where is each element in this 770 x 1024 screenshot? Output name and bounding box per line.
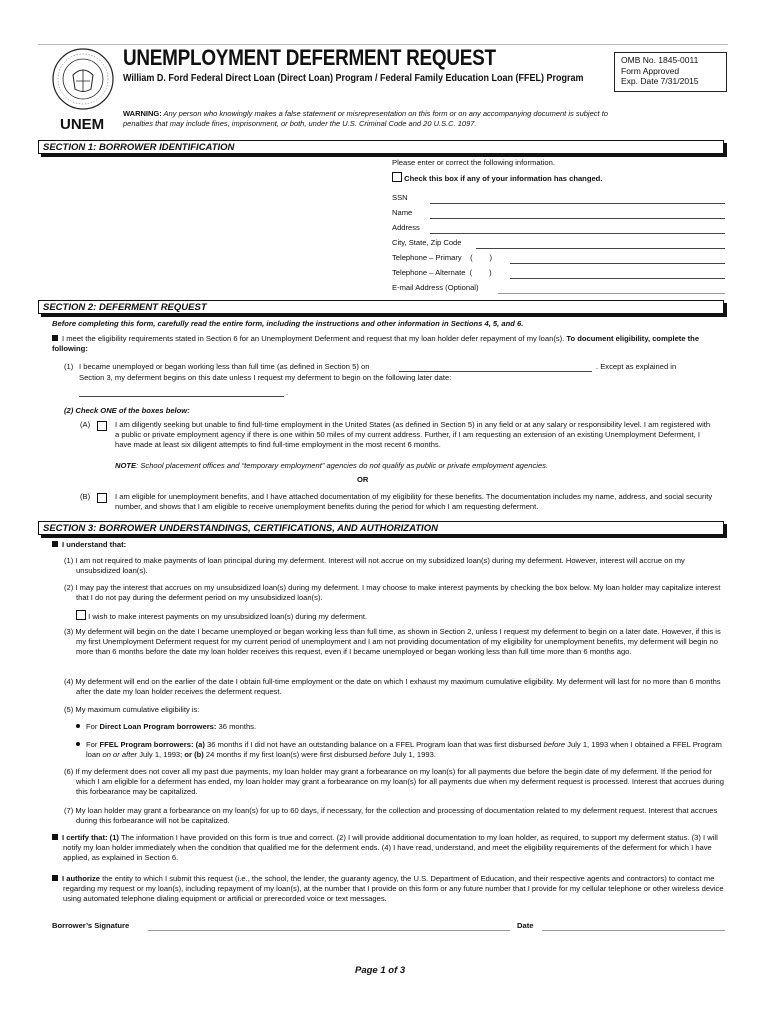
understanding-4: (4) My deferment will end on the earlier of the date I obtain full-time employment or the date on which I exhaust my maximum cumulative eligibility. My deferment will last for no more than 6 months after the date my loan holder receives the deferment request. [64, 677, 721, 697]
certify-text [52, 833, 727, 864]
unemployed-date-field[interactable] [399, 371, 592, 372]
understanding-5: (5) My maximum cumulative eligibility is: [64, 705, 200, 714]
option-a-label: (A) [80, 420, 91, 429]
form-title: UNEMPLOYMENT DEFERMENT REQUEST [123, 45, 496, 70]
option-b-text: I am eligible for unemployment benefits, and I have attached documentation of my eligibility for these benefits. The documentation includes my name, address, and social security number, and shows that I am eligible to receive unemployment benefits during the period for which I am requesting deferment. [115, 492, 713, 512]
later-begin-date-field[interactable] [79, 396, 284, 397]
warning-label: WARNING: [123, 109, 162, 118]
field-label-phone-primary: Telephone – Primary ( ) [392, 253, 493, 262]
b2-d: before [543, 740, 566, 749]
section3-heading: SECTION 3: BORROWER UNDERSTANDINGS, CERTIFICATIONS, AND AUTHORIZATION [38, 521, 724, 535]
address-field[interactable] [430, 233, 725, 234]
certify-body: The information I have provided on this form is true and correct. (2) I will provide additional documentation to my loan holder, as required, to support my deferment status. (3) I will notify my loan holder immediately when the condition that qualified me for the deferment ends. (4) I have read, understand, and meet the eligibility requirements of the deferment for which I have applied, as explained in Section 6. [63, 833, 718, 863]
section1-intro: Please enter or correct the following information. [392, 158, 555, 167]
bullet-square-icon [52, 541, 58, 547]
field-label-city: City, State, Zip Code [392, 238, 462, 247]
understand-row [52, 540, 126, 550]
bullet-square-icon [52, 335, 58, 341]
understanding-2: (2) I may pay the interest that accrues on my unsubsidized loan(s) during my deferment. I may choose to make interest payments by checking the box below. My loan holder may capitalize interest that I do not pay during the deferment period on my unsubsidized loan(s). [64, 583, 721, 603]
authorize-label: I authorize [62, 874, 100, 883]
option-a-checkbox[interactable] [97, 421, 107, 431]
info-changed-checkbox[interactable] [392, 172, 402, 182]
omb-number: OMB No. 1845-0011 [621, 55, 699, 65]
info-changed-label: Check this box if any of your information has changed. [404, 174, 603, 183]
b2-g: July 1, 1993; [137, 750, 185, 760]
note-label: NOTE [115, 461, 137, 470]
cumulative-direct-loan [76, 722, 256, 732]
understanding-1: (1) I am not required to make payments of loan principal during my deferment. Interest will not accrue on my subsidized loan(s) during my deferment. However, interest will accrue on my unsubsidized loan(s). [64, 556, 685, 576]
authorize-body: the entity to which I submit this request (i.e., the school, the lender, the guaranty agency, the U.S. Department of Education, and their respective agents and contractors) to contact me regarding my request or my loan(s), including repayment of my loan(s), at the number that I provide on this form or any future number that I provide for my cellular telephone or other wireless device using automated telephone dialing equipment or artificial or prerecorded voice or text messages. [63, 874, 724, 904]
city-state-zip-field[interactable] [476, 248, 725, 249]
b2-a: For [86, 740, 100, 749]
authorize-text [52, 874, 727, 905]
understand-text: I understand that: [62, 540, 127, 549]
signature-label: Borrower’s Signature [52, 921, 130, 930]
or-text: OR [357, 475, 369, 484]
interest-payment-row [76, 610, 367, 622]
section2-meet-text [52, 334, 724, 354]
page-number: Page 1 of 3 [355, 965, 406, 976]
warning-body: Any person who knowingly makes a false statement or misrepresentation on this form or on any accompanying document is subject to penalties that may include fines, imprisonment, or both, under the U.S. Criminal Code and 20 U.S.C. 1097. [123, 109, 608, 128]
note-text [115, 461, 715, 471]
b2-j: before [369, 750, 391, 760]
bullet-dot-icon [76, 724, 80, 728]
signature-field[interactable] [148, 930, 510, 931]
b1-b: Direct Loan Program borrowers: [99, 722, 217, 731]
option-b-label: (B) [80, 492, 91, 501]
bullet-square-icon [52, 875, 58, 881]
date-field[interactable] [542, 930, 725, 931]
section2-heading: SECTION 2: DEFERMENT REQUEST [38, 300, 724, 314]
ssn-field[interactable] [430, 203, 725, 204]
b2-e: July 1, 1993 when I obtained a FFEL Program loan [86, 740, 722, 760]
certify-label: I certify that: (1) [62, 833, 119, 842]
understanding-3: (3) My deferment will begin on the date I became unemployed or began working less than full time, as shown in Section 2, unless I request my deferment to begin on a later date. However, if this is my first Unemployment Deferment request for my current period of unemployment and I am not providing documentation of my eligibility for unemployment benefits, my deferment will begin no more than 6 months before the date my loan holder receives this request, even if I became unemployed or began working less than full time more than 6 months ago. [64, 627, 721, 657]
form-subtitle: William D. Ford Federal Direct Loan (Direct Loan) Program / Federal Family Education Loan (FFEL) Program [123, 73, 584, 84]
item1-period: . [286, 388, 289, 397]
b2-f: on or after [102, 750, 138, 760]
field-label-address: Address [392, 223, 420, 232]
bullet-square-icon [52, 834, 58, 840]
name-field[interactable] [430, 218, 725, 219]
meet-text: I meet the eligibility requirements stated in Section 6 for an Unemployment Deferment and request that my loan holder defer repayment of my loan(s). [62, 334, 565, 343]
meet-bold: To document eligibility, complete the following: [52, 334, 700, 354]
b1-c: 36 months. [216, 722, 257, 731]
section2-before-text: Before completing this form, carefully read the entire form, including the instructions and other information in Sections 4, 5, and 6. [52, 319, 524, 328]
interest-payment-checkbox[interactable] [76, 610, 86, 620]
b2-h: or (b) [184, 750, 204, 760]
field-label-name: Name [392, 208, 413, 217]
note-body: : School placement offices and “temporary employment” agencies do not qualify as public or private employment agencies. [136, 461, 549, 470]
omb-box [614, 52, 727, 92]
omb-expiration: Exp. Date 7/31/2015 [621, 76, 699, 86]
form-code: UNEM [60, 116, 105, 133]
date-label: Date [517, 921, 534, 930]
bullet-dot-icon [76, 742, 80, 746]
warning-text [123, 109, 623, 129]
item2-text: (2) Check ONE of the boxes below: [64, 406, 190, 415]
understanding-7: (7) My loan holder may grant a forbearance on my loan(s) for up to 60 days, if necessary, for the collection and processing of documentation related to my deferment request. Interest that accrues during this forbearance will not be capitalized. [64, 806, 718, 826]
item1-text-c: Section 3, my deferment begins on this date unless I request my deferment to begin on the following later date: [79, 373, 452, 382]
item1-text-a: I became unemployed or began working less than full time (as defined in Section 5) on [79, 362, 370, 371]
b2-c: 36 months if I did not have an outstanding balance on a FFEL Program loan that was first disbursed [204, 740, 544, 749]
b2-i: 24 months if my first loan(s) were first disbursed [203, 750, 370, 760]
cumulative-ffel [76, 740, 726, 760]
b2-k: July 1, 1993. [390, 750, 436, 760]
item1-number: (1) [64, 362, 74, 371]
item1-text-b: . Except as explained in [596, 362, 677, 371]
understanding-6: (6) If my deferment does not cover all my past due payments, my loan holder may grant a forbearance on my loan(s) for all payments due before the begin date of my deferment. If the period for which I am eligible for a deferment has ended, my loan holder may grant a forbearance on my loan(s) for all payments due when my deferment request is processed. Interest that accrues during this forbearance may be capitalized. [64, 767, 724, 797]
phone-primary-field[interactable] [510, 263, 725, 264]
section1-heading: SECTION 1: BORROWER IDENTIFICATION [38, 140, 724, 154]
field-label-phone-alternate: Telephone – Alternate ( ) [392, 268, 492, 277]
interest-payment-label: I wish to make interest payments on my unsubsidized loan(s) during my deferment. [88, 612, 368, 621]
phone-alternate-field[interactable] [510, 278, 725, 279]
b1-a: For [86, 722, 100, 731]
b2-b: FFEL Program borrowers: (a) [99, 740, 205, 749]
omb-approved: Form Approved [621, 65, 680, 76]
email-field[interactable] [498, 293, 725, 294]
field-label-ssn: SSN [392, 193, 408, 202]
option-a-text: I am diligently seeking but unable to find full-time employment in the United States (as defined in Section 5) in any field or at any salary or responsibility level. I am registered with a public or private employment agency if there is one within 50 miles of my current address. Further, if I am requesting an extension of an existing Unemployment Deferment, I have made at least six diligent attempts to find full-time employment in the most recent 6 months. [115, 420, 711, 450]
field-label-email: E-mail Address (Optional) [392, 283, 479, 292]
option-b-checkbox[interactable] [97, 493, 107, 503]
changed-checkbox-row [392, 172, 602, 184]
department-seal-icon [52, 48, 114, 110]
